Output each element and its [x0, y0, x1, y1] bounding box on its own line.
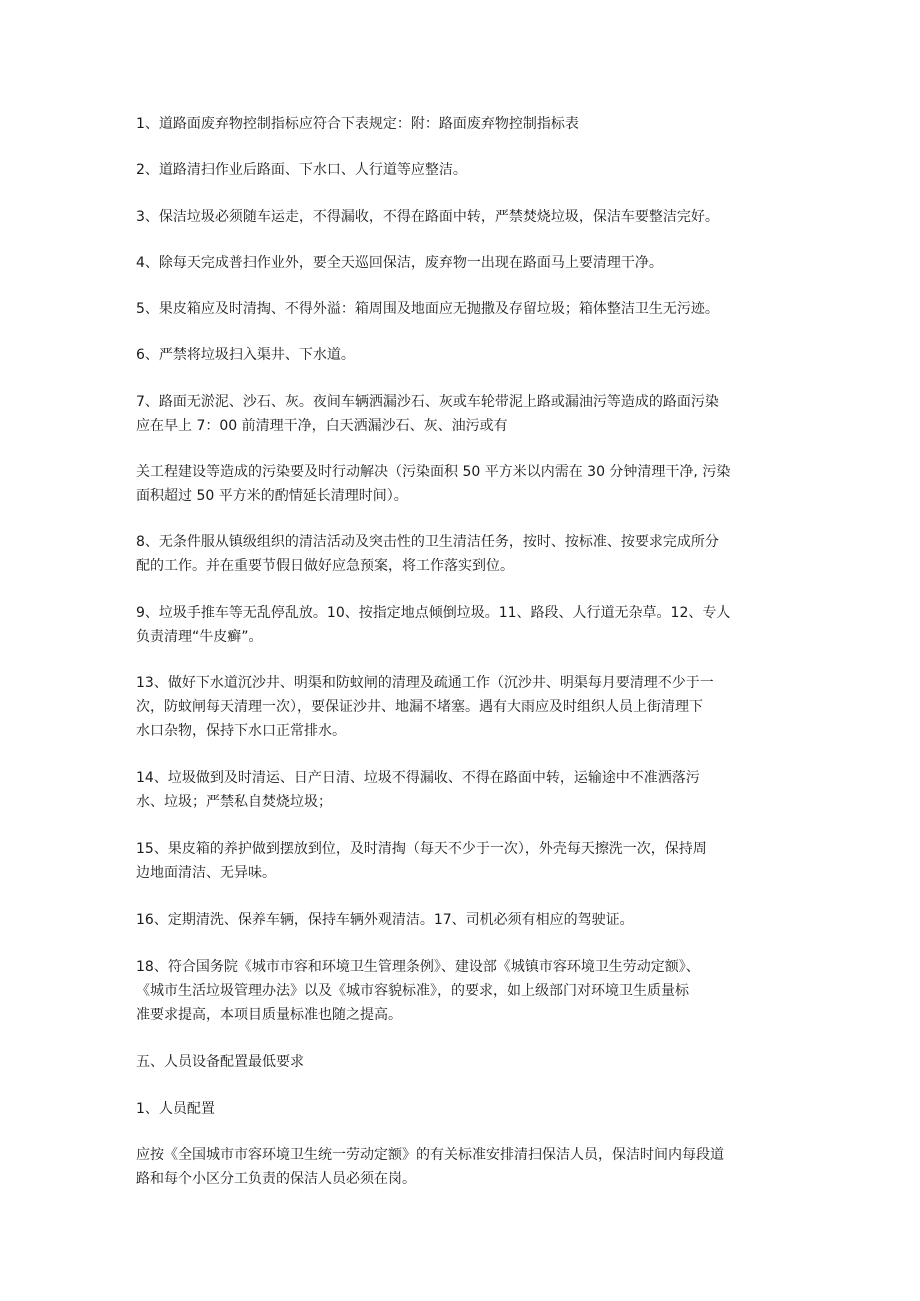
paragraph-staffing: 应按《全国城市市容环境卫生统一劳动定额》的有关标准安排清扫保洁人员，保洁时间内每段道 路和每个小区分工负责的保洁人员必须在岗。 [136, 1147, 724, 1187]
paragraph-4: 4、除每天完成普扫作业外，要全天巡回保洁，废弃物一出现在路面马上要清理干净。 [136, 255, 663, 271]
paragraph-6: 6、严禁将垃圾扫入渠井、下水道。 [136, 347, 355, 363]
paragraph-5: 5、果皮箱应及时清掏、不得外溢：箱周围及地面应无抛撒及存留垃圾；箱体整洁卫生无污迹。 [136, 301, 719, 317]
section-heading-5: 五、人员设备配置最低要求 [136, 1054, 304, 1070]
paragraph-14: 14、垃圾做到及时清运、日产日清、垃圾不得漏收、不得在路面中转，运输途中不准洒落污 水、垃圾；严禁私自焚烧垃圾； [136, 770, 700, 810]
paragraph-13: 13、做好下水道沉沙井、明渠和防蚊闸的清理及疏通工作（沉沙井、明渠每月要清理不少于一 次，防蚊闸每天清理一次），要保证沙井、地漏不堵塞。遇有大雨应及时组织人员上街清理下 水口杂物，保持下水口正常排水。 [136, 675, 714, 739]
paragraph-8: 8、无条件服从镇级组织的清洁活动及突击性的卫生清洁任务，按时、按标准、按要求完成所分 配的工作。并在重要节假日做好应急预案，将工作落实到位。 [136, 534, 719, 574]
subheading-staffing: 1、人员配置 [136, 1101, 215, 1117]
paragraph-16-17: 16、定期清洗、保养车辆，保持车辆外观清洁。17、司机必须有相应的驾驶证。 [136, 912, 634, 928]
paragraph-15: 15、果皮箱的养护做到摆放到位，及时清掏（每天不少于一次），外壳每天擦洗一次，保持周 边地面清洁、无异味。 [136, 841, 707, 881]
paragraph-3: 3、保洁垃圾必须随车运走，不得漏收，不得在路面中转，严禁焚烧垃圾，保洁车要整洁完好。 [136, 209, 719, 225]
paragraph-1: 1、道路面废弃物控制指标应符合下表规定：附：路面废弃物控制指标表 [136, 116, 579, 132]
paragraph-18: 18、符合国务院《城市市容和环境卫生管理条例》、建设部《城镇市容环境卫生劳动定额》、 《城市生活垃圾管理办法》以及《城市容貌标准》，的要求，如上级部门对环境卫生质量标 准要求提高，本项目质量标准也随之提高。 [136, 959, 700, 1023]
paragraph-7: 7、路面无淤泥、沙石、灰。夜间车辆洒漏沙石、灰或车轮带泥上路或漏油污等造成的路面污染 应在早上 7：00 前清理干净，白天洒漏沙石、灰、油污或有 [136, 394, 719, 434]
paragraph-7-continued: 关工程建设等造成的污染要及时行动解决（污染面积 50 平方米以内需在 30 分钟清理干净, 污染 面积超过 50 平方米的酌情延长清理时间）。 [136, 464, 731, 504]
paragraph-9-12: 9、垃圾手推车等无乱停乱放。10、按指定地点倾倒垃圾。11、路段、人行道无杂草。12、专人 负责清理“牛皮癣”。 [136, 605, 731, 645]
paragraph-2: 2、道路清扫作业后路面、下水口、人行道等应整洁。 [136, 162, 467, 178]
